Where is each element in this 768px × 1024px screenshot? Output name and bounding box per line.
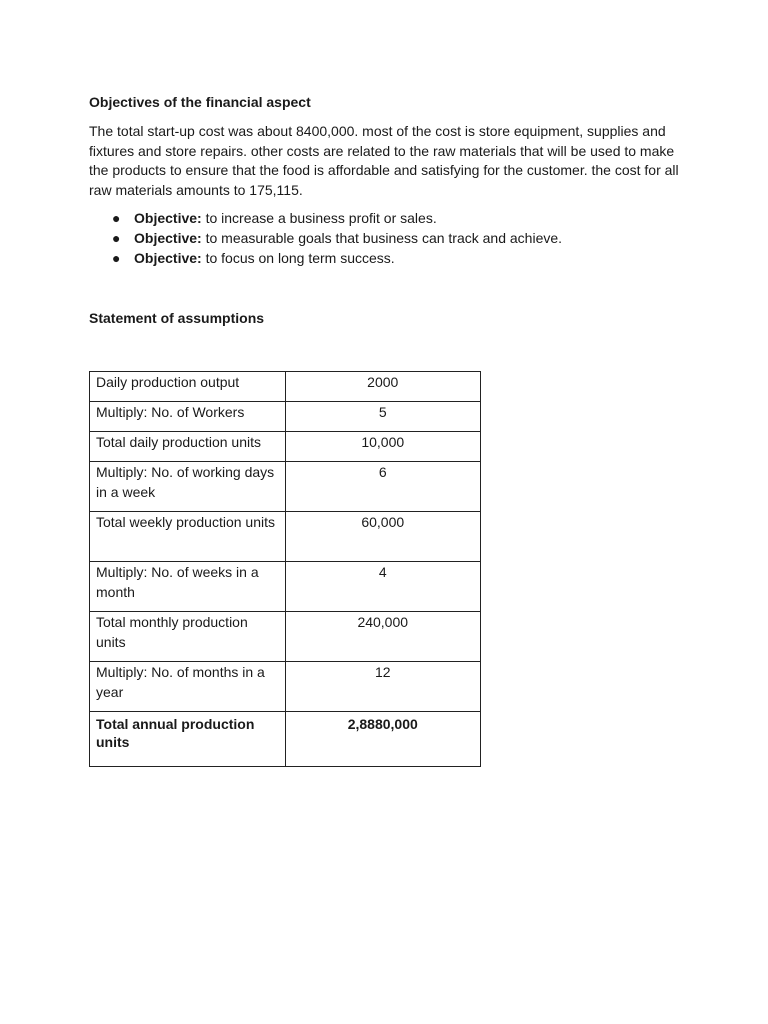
- row-label: Multiply: No. of weeks in a month: [90, 562, 286, 612]
- row-label: Total weekly production units: [90, 512, 286, 562]
- row-label: Multiply: No. of Workers: [90, 402, 286, 432]
- bullet-icon: ●: [112, 250, 121, 266]
- row-value: 60,000: [285, 512, 481, 562]
- table-row: [90, 612, 481, 662]
- table-row: [90, 372, 481, 402]
- row-label: Daily production output: [90, 372, 286, 402]
- row-value: 2000: [285, 372, 481, 402]
- startup-cost-paragraph: The total start-up cost was about 8400,000. most of the cost is store equipment, supplies and fixtures and store repairs. other costs are related to the raw materials that will be used to make the products to ensure that the food is affordable and satisfying for the customer. the cost for all raw materials amounts to 175,115.: [89, 123, 679, 198]
- bullet-icon: ●: [112, 230, 121, 246]
- assumptions-table: [89, 371, 481, 767]
- table-row: [90, 512, 481, 562]
- table-row: [90, 432, 481, 462]
- row-label: Multiply: No. of months in a year: [90, 662, 286, 712]
- objective-label: Objective:: [134, 250, 202, 266]
- document-page: [89, 92, 689, 328]
- row-value: 10,000: [285, 432, 481, 462]
- row-value: 12: [285, 662, 481, 712]
- table-row: [90, 562, 481, 612]
- list-item: [89, 208, 689, 228]
- table-row: [90, 462, 481, 512]
- objective-text: to measurable goals that business can track and achieve.: [201, 230, 563, 246]
- row-value: 6: [285, 462, 481, 512]
- table-row-total: [90, 712, 481, 767]
- list-item: [89, 248, 689, 268]
- list-item: [89, 228, 689, 248]
- objective-label: Objective:: [134, 230, 202, 246]
- section-heading-assumptions: Statement of assumptions: [89, 310, 265, 326]
- row-value: 240,000: [285, 612, 481, 662]
- row-value: 4: [285, 562, 481, 612]
- bullet-icon: ●: [112, 210, 121, 226]
- objective-text: to increase a business profit or sales.: [201, 210, 437, 226]
- row-value: 2,8880,000: [285, 712, 481, 767]
- objectives-list: [89, 208, 689, 268]
- table-row: [90, 402, 481, 432]
- row-label: Total daily production units: [90, 432, 286, 462]
- row-value: 5: [285, 402, 481, 432]
- objective-text: to focus on long term success.: [201, 250, 395, 266]
- row-label: Multiply: No. of working days in a week: [90, 462, 286, 512]
- row-label: Total monthly production units: [90, 612, 286, 662]
- row-label: Total annual production units: [90, 712, 286, 767]
- objective-label: Objective:: [134, 210, 202, 226]
- section-heading-objectives: Objectives of the financial aspect: [89, 94, 311, 110]
- table-row: [90, 662, 481, 712]
